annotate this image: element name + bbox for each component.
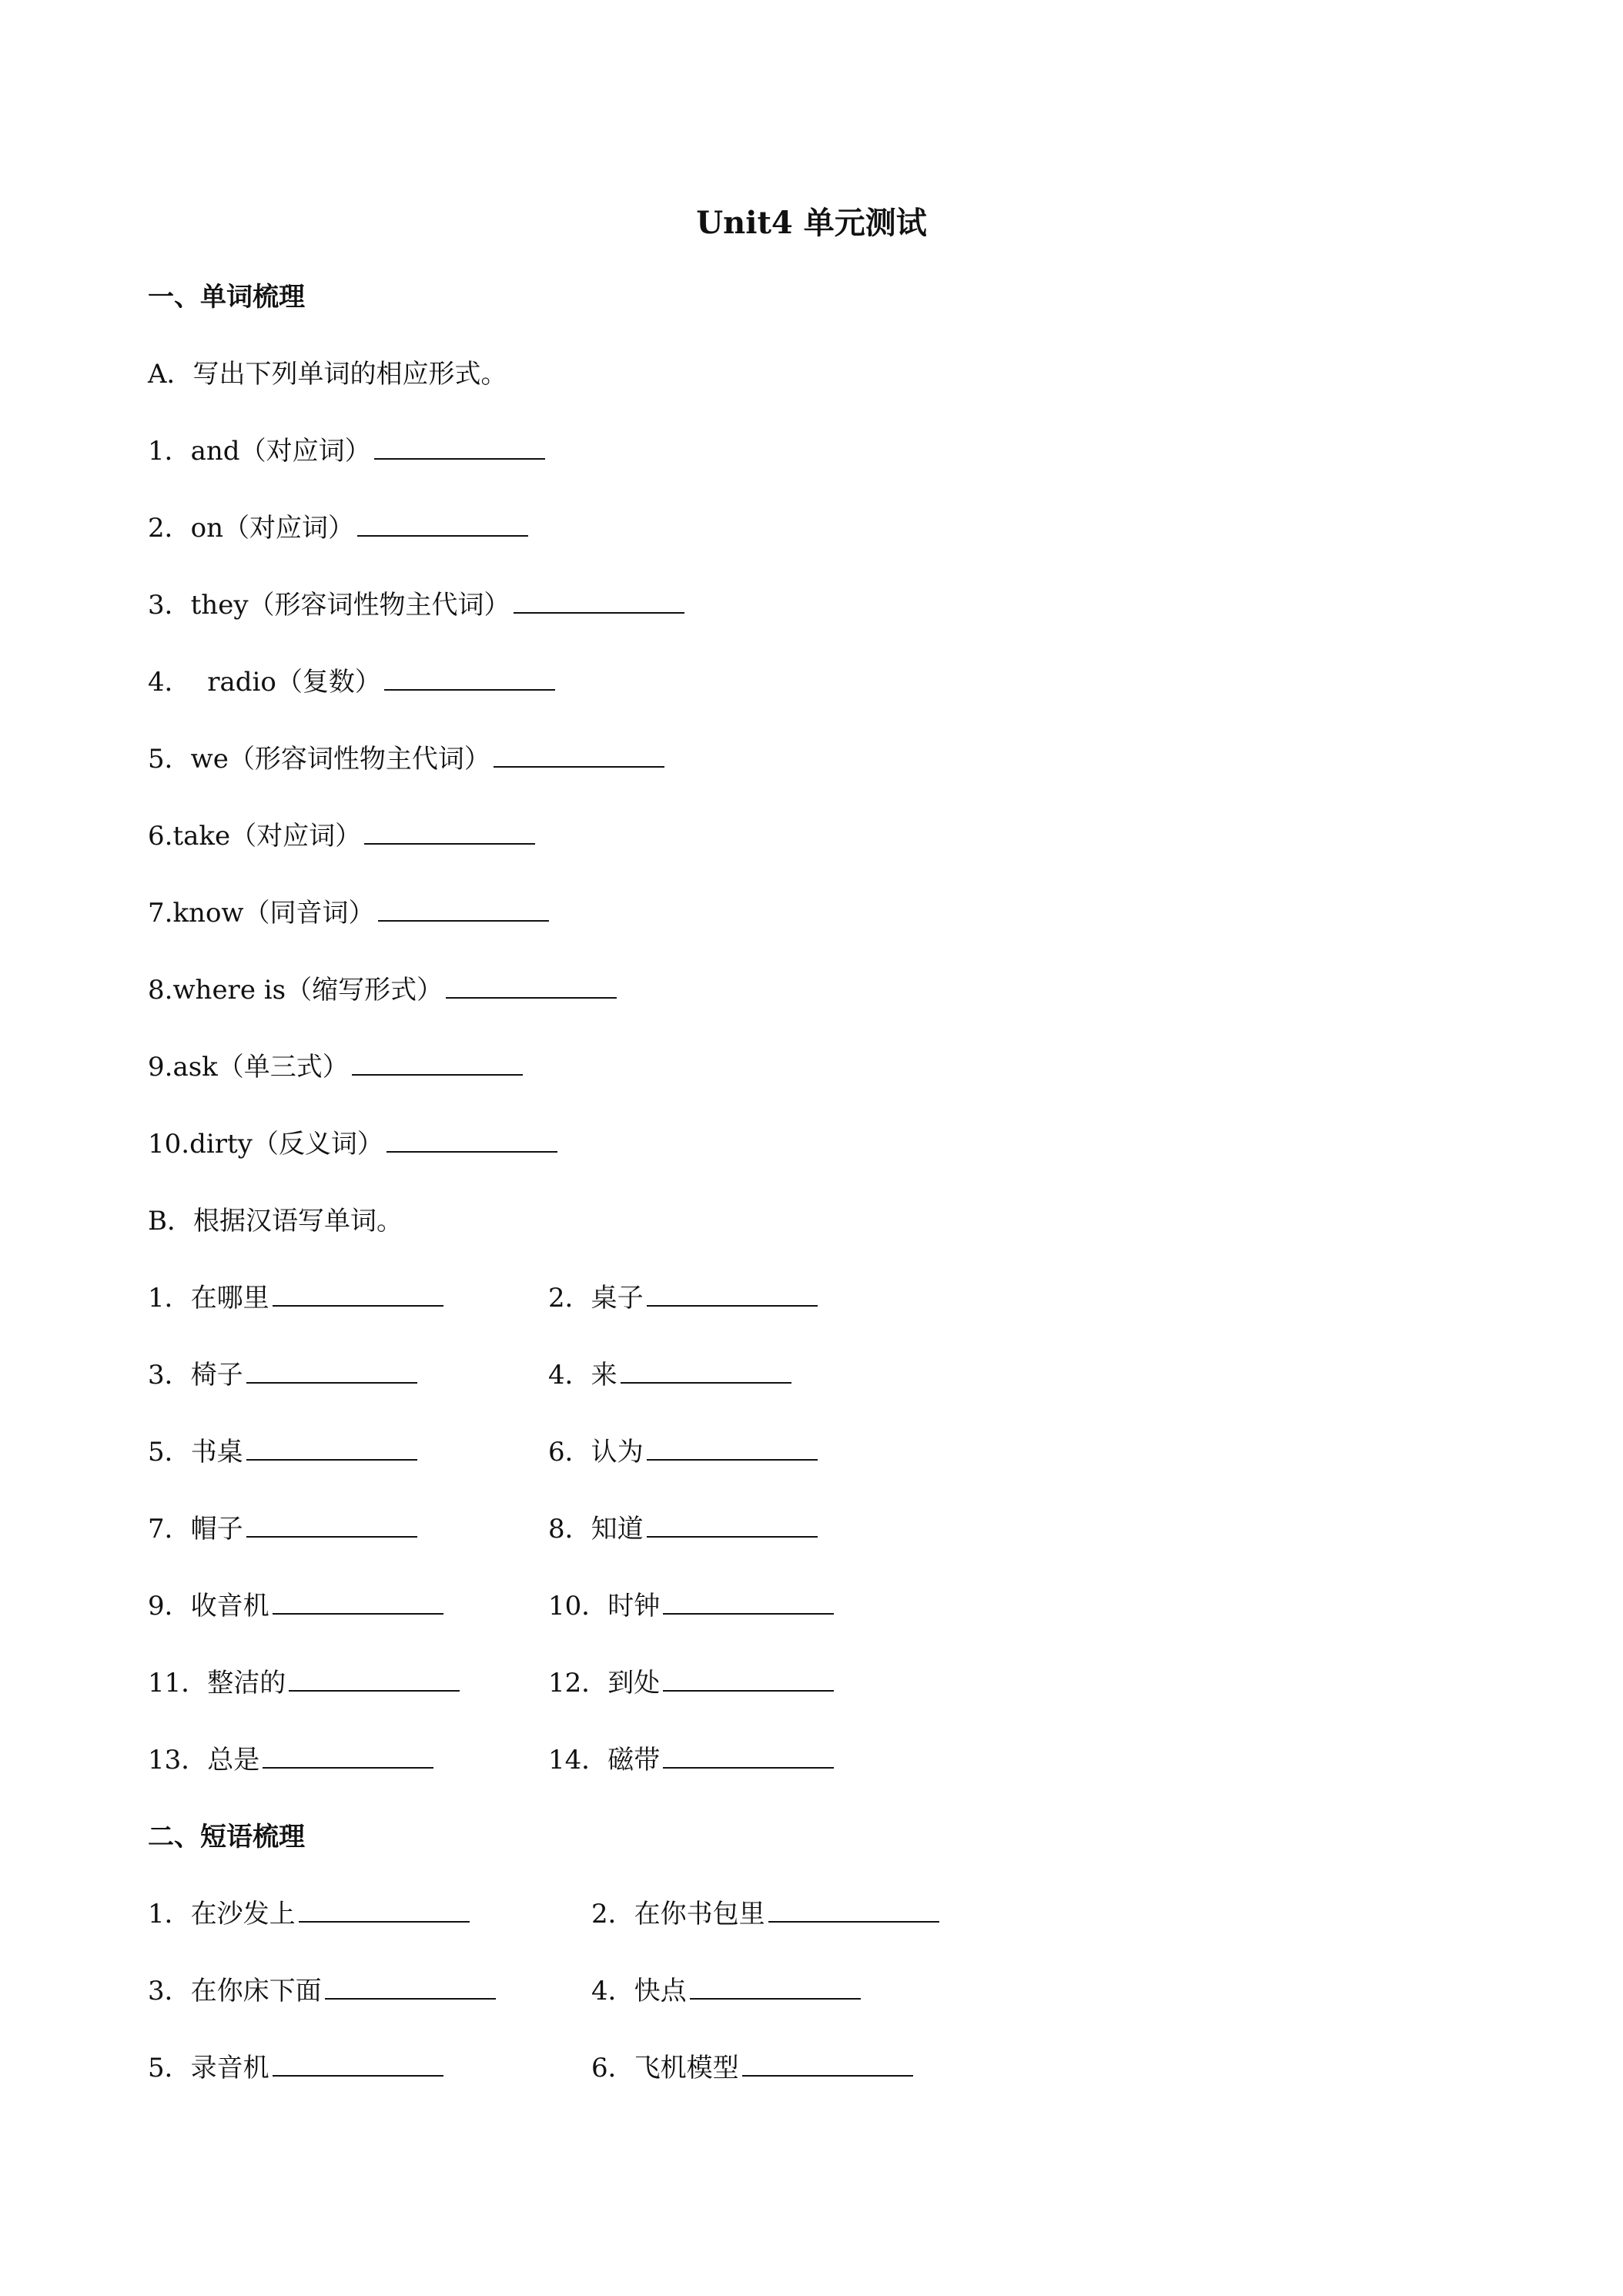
answer-blank[interactable] (273, 2052, 443, 2077)
part-a-item-8: 8.where is（缩写形式） (148, 972, 617, 1009)
part-b-item: 9．收音机 (148, 1588, 443, 1625)
answer-blank[interactable] (273, 1282, 443, 1307)
part-b-item: 11．整洁的 (148, 1665, 460, 1702)
phrase-item: 5．录音机 (148, 2050, 443, 2087)
part-a-item-7: 7.know（同音词） (148, 895, 549, 932)
answer-blank[interactable] (690, 1975, 861, 2000)
section-2-heading: 二、短语梳理 (148, 1822, 305, 1853)
answer-blank[interactable] (384, 666, 555, 691)
part-b-item: 4．来 (548, 1357, 791, 1394)
part-b-item: 12．到处 (548, 1665, 834, 1702)
answer-blank[interactable] (246, 1436, 417, 1461)
part-b-item: 10．时钟 (548, 1588, 834, 1625)
answer-blank[interactable] (494, 743, 664, 768)
answer-blank[interactable] (246, 1359, 417, 1384)
answer-blank[interactable] (299, 1898, 470, 1923)
answer-blank[interactable] (352, 1051, 523, 1076)
part-a-item-5: 5．we（形容词性物主代词） (148, 741, 664, 778)
part-b-item: 7．帽子 (148, 1511, 417, 1548)
phrase-item: 4．快点 (591, 1973, 861, 2010)
part-a-item-3: 3．they（形容词性物主代词） (148, 587, 684, 624)
answer-blank[interactable] (273, 1590, 443, 1615)
phrase-item: 6．飞机模型 (591, 2050, 913, 2087)
phrase-item: 3．在你床下面 (148, 1973, 496, 2010)
part-a-item-4: 4． radio（复数） (148, 664, 555, 701)
answer-blank[interactable] (647, 1513, 818, 1538)
answer-blank[interactable] (263, 1744, 433, 1769)
answer-blank[interactable] (647, 1436, 818, 1461)
part-a-item-2: 2．on（对应词） (148, 510, 528, 547)
part-b-item: 5．书桌 (148, 1434, 417, 1471)
answer-blank[interactable] (246, 1513, 417, 1538)
answer-blank[interactable] (374, 435, 545, 460)
answer-blank[interactable] (357, 512, 528, 537)
part-b-item: 8．知道 (548, 1511, 818, 1548)
answer-blank[interactable] (446, 974, 617, 999)
answer-blank[interactable] (378, 897, 549, 922)
part-b-item: 3．椅子 (148, 1357, 417, 1394)
part-b-item: 13．总是 (148, 1742, 433, 1779)
answer-blank[interactable] (663, 1590, 834, 1615)
answer-blank[interactable] (325, 1975, 496, 2000)
page-title: Unit4 单元测试 (696, 205, 927, 241)
answer-blank[interactable] (768, 1898, 939, 1923)
part-b-item: 14．磁带 (548, 1742, 834, 1779)
phrase-item: 2．在你书包里 (591, 1896, 939, 1933)
answer-blank[interactable] (289, 1667, 460, 1692)
part-b-instruction: B．根据汉语写单词。 (148, 1206, 403, 1237)
part-b-item: 6．认为 (548, 1434, 818, 1471)
part-a-item-10: 10.dirty（反义词） (148, 1126, 557, 1163)
answer-blank[interactable] (621, 1359, 791, 1384)
answer-blank[interactable] (663, 1667, 834, 1692)
part-a-item-1: 1．and（对应词） (148, 433, 545, 470)
part-b-item: 1．在哪里 (148, 1280, 443, 1317)
answer-blank[interactable] (364, 820, 535, 845)
part-a-instruction: A．写出下列单词的相应形式。 (148, 359, 507, 390)
answer-blank[interactable] (742, 2052, 913, 2077)
part-a-item-6: 6.take（对应词） (148, 818, 535, 855)
answer-blank[interactable] (387, 1128, 557, 1153)
part-a-item-9: 9.ask（单三式） (148, 1049, 523, 1086)
answer-blank[interactable] (647, 1282, 818, 1307)
phrase-item: 1．在沙发上 (148, 1896, 470, 1933)
answer-blank[interactable] (663, 1744, 834, 1769)
answer-blank[interactable] (514, 589, 684, 614)
part-b-item: 2．桌子 (548, 1280, 818, 1317)
section-1-heading: 一、单词梳理 (148, 282, 305, 313)
